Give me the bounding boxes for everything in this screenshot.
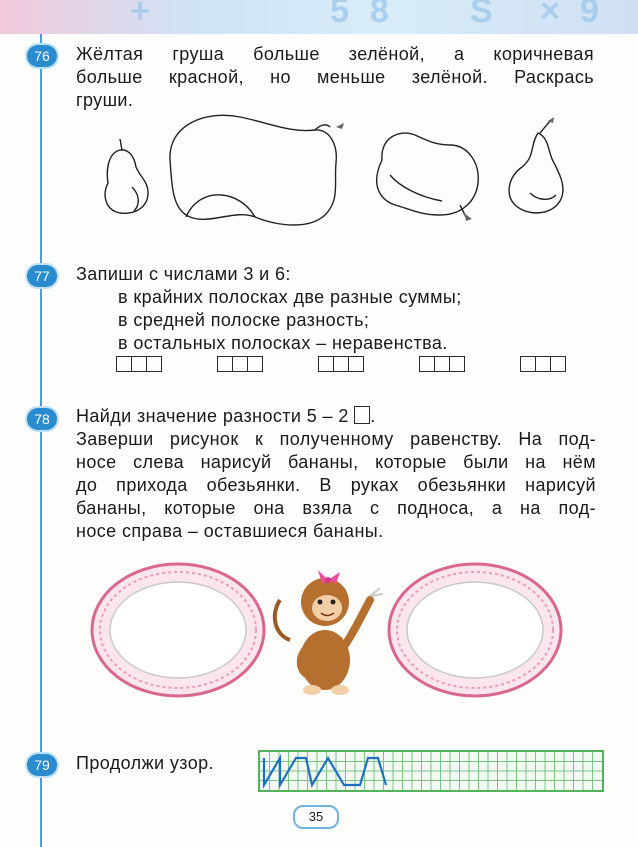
ex78-line4: бананы, которые она взяла с подноса, а на под- [76, 498, 596, 518]
exercise-number-79: 79 [27, 754, 57, 776]
ex78-task-suffix: . [370, 406, 376, 426]
header-decoration: + 5 8 S × 9 [0, 0, 638, 34]
pears-illustration[interactable] [90, 105, 580, 235]
ex78-line5: носе справа – оставшиеся бананы. [76, 521, 384, 541]
ex78-line1: Заверши рисунок к полученному равенству. На под- [76, 429, 596, 449]
ex76-line1: Жёлтая груша больше зелёной, а коричневая [76, 44, 594, 64]
ex77-line3: в остальных полосках – неравенства. [118, 333, 448, 353]
pattern-grid[interactable] [258, 750, 604, 792]
exercise-number-76: 76 [27, 45, 57, 67]
answer-strip-4[interactable] [419, 356, 465, 372]
monkey-figure [275, 570, 383, 695]
exercise-77-text [76, 263, 596, 355]
ex77-line1: в крайних полосках две разные суммы; [118, 287, 462, 307]
answer-strip-1[interactable] [116, 356, 162, 372]
ex77-line2: в средней полоске разность; [118, 310, 370, 330]
tray-right[interactable] [389, 564, 561, 696]
pear-stems [336, 117, 554, 221]
tray-left[interactable] [92, 564, 264, 696]
ex78-task-prefix: Найди значение разности 5 – 2 [76, 406, 349, 426]
pear-small-left [105, 139, 148, 213]
answer-strip-2[interactable] [217, 356, 263, 372]
exercise-79-text: Продолжи узор. [76, 753, 214, 773]
pear-medium [377, 133, 479, 217]
pear-small-right [509, 121, 563, 213]
ex78-line3: до прихода обезьянки. В руках обезьянки нарисуй [76, 475, 596, 495]
answer-strips [116, 356, 566, 372]
trays-monkey-illustration [90, 560, 570, 710]
exercise-number-78: 78 [27, 408, 57, 430]
ex76-line3: груши. [76, 90, 134, 110]
ex78-line2: носе слева нарисуй бананы, которые были на нём [76, 452, 596, 472]
answer-box[interactable] [354, 406, 370, 424]
answer-strip-3[interactable] [318, 356, 364, 372]
answer-strip-5[interactable] [520, 356, 566, 372]
exercise-76-text [76, 43, 594, 112]
margin-line [40, 34, 42, 847]
ex76-line2: больше красной, но меньше зелёной. Раскрась [76, 67, 594, 87]
exercise-number-77: 77 [27, 265, 57, 287]
pear-large [170, 115, 336, 225]
exercise-78-text [76, 405, 596, 543]
page-number: 35 [293, 805, 339, 829]
ex78-task [76, 405, 596, 428]
ex77-intro: Запиши с числами 3 и 6: [76, 264, 291, 284]
